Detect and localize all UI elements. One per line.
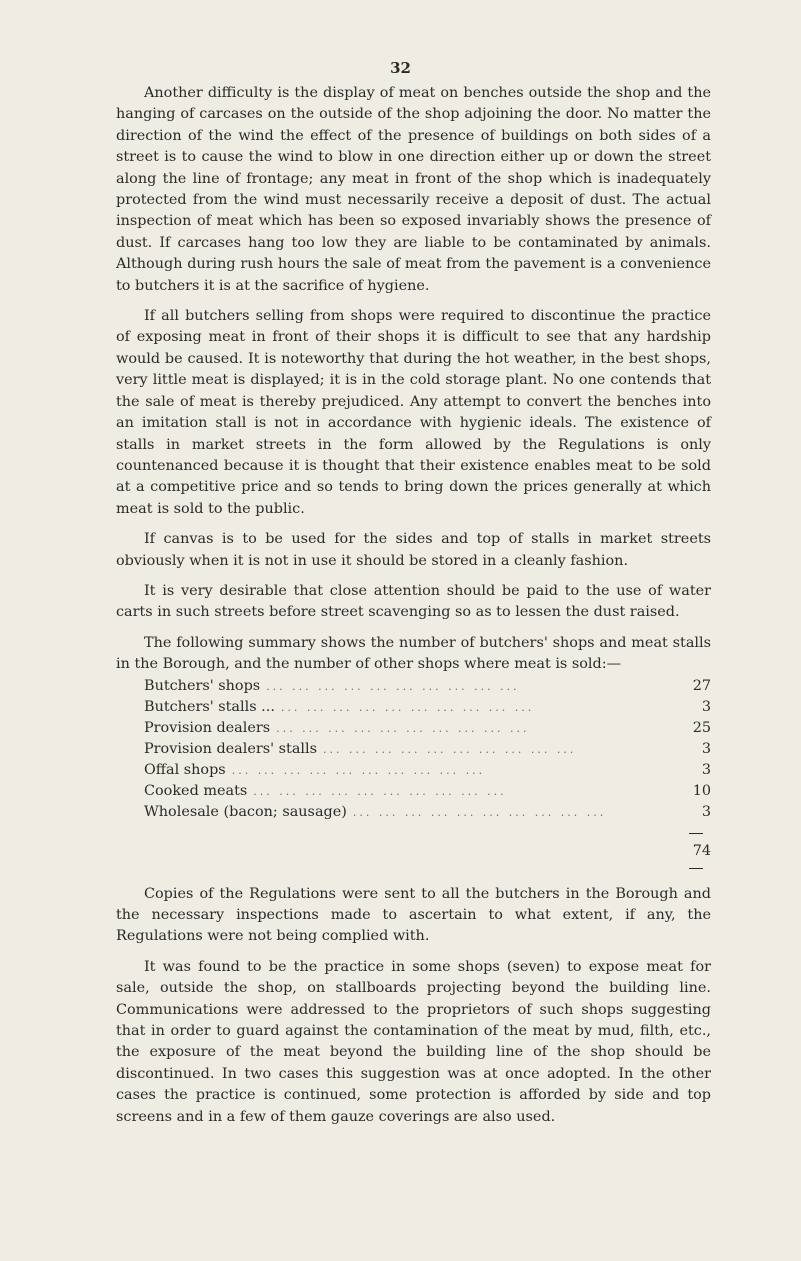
summary-table	[116, 676, 711, 875]
summary-row	[144, 781, 711, 802]
paragraph: If all butchers selling from shops were required to discontinue the practice of exposing meat in front of their shops it is difficult to see that any hardship would be caused. It is noteworthy that during the hot weather, in the best shops, very little meat is displayed; it is in the cold storage plant. No one contends that the sale of meat is thereby prejudiced. Any attempt to convert the benches into an imitation stall is not in accordance with hygienic ideals. The existence of stalls in market streets in the form allowed by the Regulations is only countenanced because it is thought that their existence enables meat to be sold at a competitive price and so tends to bring down the prices generally at which meat is sold to the public.	[116, 308, 711, 517]
paragraph: It is very desirable that close attention should be paid to the use of water carts in such streets before street scavenging so as to lessen the dust raised.	[116, 582, 711, 621]
leader-dots: ... ... ... ... ... ... ... ... ... ...	[280, 700, 535, 714]
summary-value: 3	[701, 698, 711, 715]
leader-dots: ... ... ... ... ... ... ... ... ... ...	[231, 763, 486, 777]
summary-label: Butchers' stalls ...	[144, 698, 275, 715]
paragraph: Another difficulty is the display of meat on benches outside the shop and the hanging of carcases on the outside of the shop adjoining the door. No matter the direction of the wind the effect of the presence of buildings on both sides of a street is to cause the wind to blow in one direction either up or down the street along the line of frontage; any meat in front of the shop which is inadequately protected from the wind must necessarily receive a deposit of dust. The actual inspection of meat which has been so exposed invariably shows the presence of dust. If carcases hang too low they are liable to be contaminated by animals. Although during rush hours the sale of meat from the pavement is a convenience to butchers it is at the sacrifice of hygiene.	[116, 85, 711, 294]
paragraph: If canvas is to be used for the sides and top of stalls in market streets obviously when it is not in use it should be stored in a cleanly fashion.	[116, 531, 711, 569]
leader-dots: ... ... ... ... ... ... ... ... ... ...	[352, 805, 607, 819]
paragraph: Copies of the Regulations were sent to all the butchers in the Borough and the necessary inspections made to ascertain to what extent, if any, the Regulations were not being complied with.	[116, 885, 711, 945]
leader-dots: ... ... ... ... ... ... ... ... ... ...	[323, 742, 577, 756]
body-text	[116, 83, 711, 1137]
summary-label: Provision dealers' stalls	[144, 740, 318, 757]
summary-total: 74	[692, 842, 711, 859]
summary-row	[144, 676, 711, 697]
summary-label: Wholesale (bacon; sausage)	[144, 803, 347, 820]
leader-dots: ... ... ... ... ... ... ... ... ... ...	[266, 679, 520, 693]
paragraph: The following summary shows the number of butchers' shops and meat stalls in the Borough, and the number of other shops where meat is sold:—	[116, 634, 711, 673]
page-number: 32	[390, 59, 411, 77]
summary-label: Cooked meats	[144, 782, 248, 799]
summary-value: 3	[701, 740, 711, 757]
summary-row	[144, 802, 711, 823]
summary-value: 10	[692, 782, 711, 799]
summary-value: 3	[701, 803, 711, 820]
summary-row	[144, 760, 711, 781]
total-rule-bottom	[689, 868, 703, 869]
leader-dots: ... ... ... ... ... ... ... ... ... ...	[253, 784, 507, 798]
summary-value: 25	[692, 719, 711, 736]
leader-dots: ... ... ... ... ... ... ... ... ... ...	[276, 721, 530, 735]
summary-label: Butchers' shops	[144, 677, 261, 694]
summary-value: 3	[701, 761, 711, 778]
summary-total-block	[144, 823, 711, 875]
summary-row	[144, 739, 711, 760]
summary-label: Offal shops	[144, 761, 226, 778]
summary-value: 27	[692, 677, 711, 694]
paragraph: It was found to be the practice in some shops (seven) to expose meat for sale, outside the shop, on stallboards projecting beyond the building line. Communications were addressed to the proprietors of such shops suggesting that in order to guard against the contamination of the meat by mud, filth, etc., the exposure of the meat beyond the building line of the shop should be discontinued. In two cases this suggestion was at once adopted. In the other cases the practice is continued, some protection is afforded by side and top screens and in a few of them gauze coverings are also used.	[116, 958, 711, 1125]
summary-label: Provision dealers	[144, 719, 271, 736]
summary-row	[144, 718, 711, 739]
summary-row	[144, 697, 711, 718]
total-rule-top	[689, 833, 703, 834]
